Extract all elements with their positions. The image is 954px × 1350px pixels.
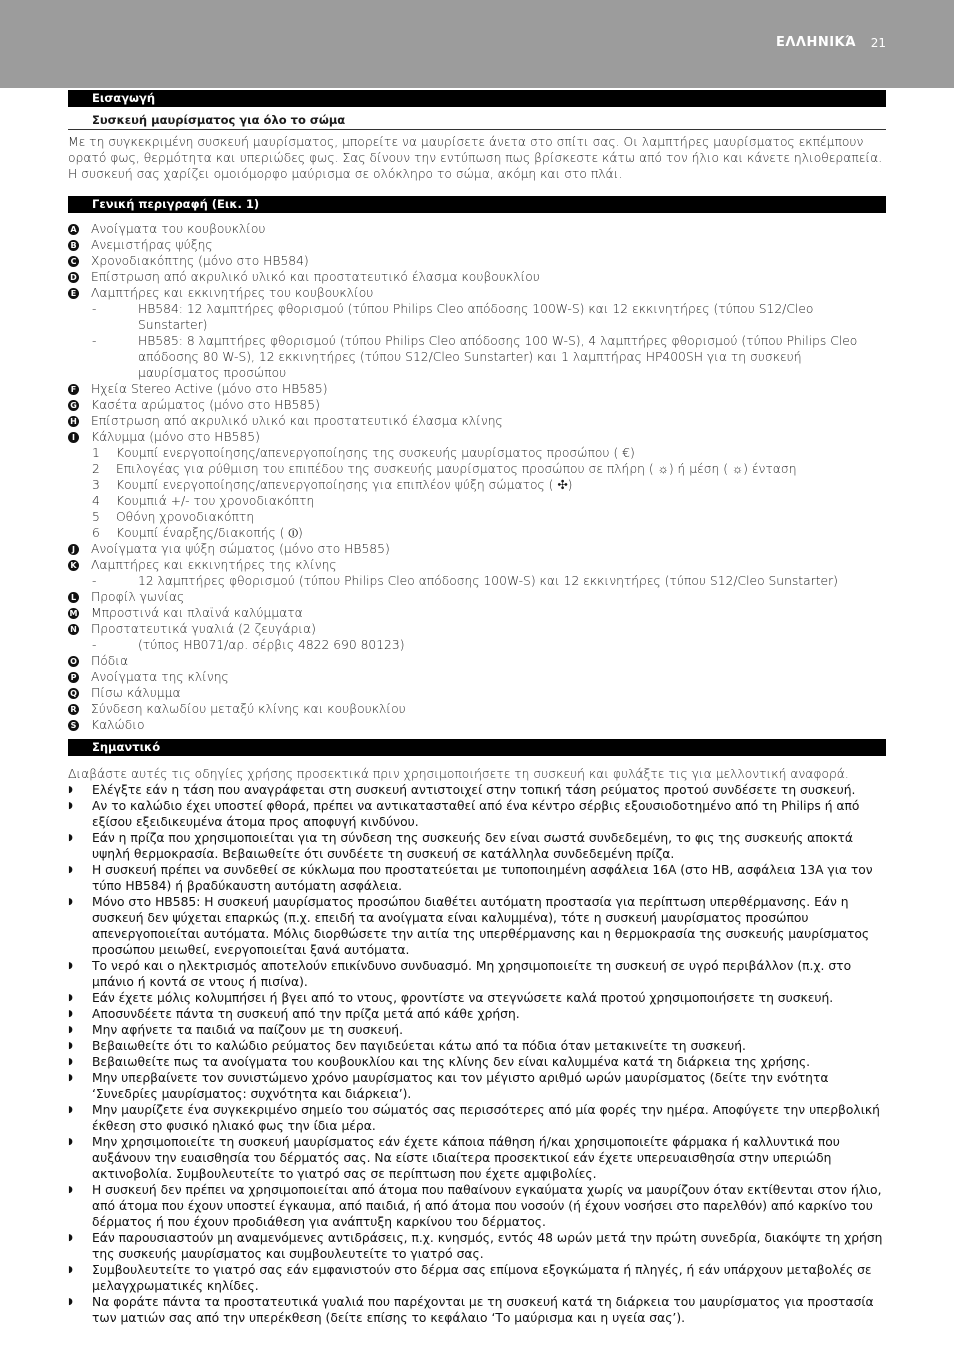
bullet-marker-icon: ◗ — [68, 1025, 73, 1035]
part-letter-badge: A — [68, 224, 79, 235]
parts-list-item — [68, 589, 886, 605]
important-intro-paragraph: Διαβάστε αυτές τις οδηγίες χρήσης προσεκτικά πριν χρησιμοποιήσετε τη συσκευή και φυλάξτε τις για μελλοντική αναφορά. — [68, 767, 849, 781]
part-description: Κάλυμμα (μόνο στο HB585) — [91, 430, 260, 444]
part-description: Επιλογέας για ρύθμιση του επιπέδου της συσκευής μαυρίσματος προσώπου σε πλήρη ( ☼) ή μέση ( ☼) ένταση — [116, 462, 797, 476]
parts-list-item — [68, 221, 886, 237]
safety-bullet-item — [68, 862, 886, 894]
part-letter-badge: I — [68, 432, 79, 443]
part-letter-badge: B — [68, 240, 79, 251]
part-description: Επίστρωση από ακρυλικό υλικό και προστατευτικό έλασμα κλίνης — [91, 414, 503, 428]
bullet-marker-icon: ◗ — [68, 1105, 73, 1115]
safety-bullet-item — [68, 1006, 886, 1022]
parts-list-item — [68, 573, 886, 589]
part-description: (τύπος HB071/αρ. σέρβις 4822 690 80123) — [138, 638, 405, 652]
part-letter-badge: P — [68, 672, 79, 683]
bullet-marker-icon: ◗ — [68, 1057, 73, 1067]
part-letter-badge: E — [68, 288, 79, 299]
part-description: Ανεμιστήρας ψύξης — [91, 238, 213, 252]
part-description: Κασέτα αρώματος (μόνο στο HB585) — [91, 398, 320, 412]
parts-list-item — [68, 285, 886, 301]
part-description: Επίστρωση από ακρυλικό υλικό και προστατευτικό έλασμα κουβουκλίου — [91, 270, 540, 284]
page-number: 21 — [870, 36, 886, 50]
part-letter-badge: G — [68, 400, 79, 411]
language-label: ΕΛΛΗΝΙΚΆ — [775, 35, 856, 50]
parts-list-item — [68, 669, 886, 685]
parts-list-item — [68, 637, 886, 653]
safety-bullet-item — [68, 1262, 886, 1294]
parts-list-item — [68, 477, 886, 493]
safety-bullet-list — [68, 782, 886, 1326]
parts-list-item — [68, 653, 886, 669]
safety-bullet-text: Η συσκευή πρέπει να συνδεθεί σε κύκλωμα που προστατεύεται με τυποποιημένη ασφάλεια 16A (στο HB, ασφάλεια 13A για τον τύπο HB584) ή βραδύκαυστη αυτόματη ασφάλεια. — [92, 863, 873, 893]
sub-item-dash: - — [92, 302, 97, 316]
bullet-marker-icon: ◗ — [68, 897, 73, 907]
part-number: 2 — [92, 462, 100, 476]
part-number: 3 — [92, 478, 100, 492]
parts-list — [68, 221, 886, 733]
safety-bullet-text: Ελέγξτε εάν η τάση που αναγράφεται στη συσκευή αντιστοιχεί στην τοπική τάση ρεύματος προτού συνδέσετε τη συσκευή. — [92, 783, 856, 797]
part-letter-badge: M — [69, 608, 78, 618]
part-description: Προστατευτικά γυαλιά (2 ζευγάρια) — [91, 622, 316, 636]
safety-bullet-item — [68, 1102, 886, 1134]
parts-list-item — [68, 397, 886, 413]
safety-bullet-text: Μόνο στο HB585: Η συσκευή μαυρίσματος προσώπου διαθέτει αυτόματη προστασία για περίπτωση υπερθέρμανσης. Εάν η συσκευή δεν ψύχεται επαρκώς (π.χ. επειδή τα ανοίγματα είναι καλυμμένα), τότε η συσκευή μαυρίσματος προσώπου απενεργοποιείται αυτόματα. Μόλις διορθώσετε την αιτία της υπερθέρμανσης και η θερμοκρασία της συσκευής μαυρίσματος προσώπου μειωθεί, ενεργοποιείται ξανά αυτόματα. — [92, 895, 870, 957]
page-header-band — [0, 0, 954, 88]
parts-list-item — [68, 461, 886, 477]
bullet-marker-icon: ◗ — [68, 1137, 73, 1147]
safety-bullet-item — [68, 990, 886, 1006]
bullet-marker-icon: ◗ — [68, 1233, 73, 1243]
part-description: Λαμπτήρες και εκκινητήρες του κουβουκλίου — [91, 286, 374, 300]
safety-bullet-text: Να φοράτε πάντα τα προστατευτικά γυαλιά που παρέχονται με τη συσκευή κατά τη διάρκεια του μαυρίσματος για προστασία των ματιών σας από την υπερέκθεση (δείτε επίσης το κεφάλαιο ‘Το μαύρισμα και η υγεία σας’). — [92, 1295, 874, 1325]
part-description: Λαμπτήρες και εκκινητήρες της κλίνης — [91, 558, 337, 572]
parts-list-item — [68, 685, 886, 701]
safety-bullet-text: Συμβουλευτείτε το γιατρό σας εάν εμφανιστούν στο δέρμα σας επίμονα εξογκώματα ή πληγές, ή εάν υπάρχουν μεταβολές σε μελαγχρωματικές κηλίδες. — [92, 1263, 872, 1293]
part-description: 12 λαμπτήρες φθορισμού (τύπου Philips Cleo απόδοσης 100W-S) και 12 εκκινητήρες (τύπου S12/Cleo Sunstarter) — [138, 574, 838, 588]
section-title-general-description: Γενική περιγραφή (Εικ. 1) — [68, 196, 886, 213]
bullet-marker-icon: ◗ — [68, 1297, 73, 1307]
bullet-marker-icon: ◗ — [68, 801, 73, 811]
parts-list-item — [68, 621, 886, 637]
safety-bullet-text: Εάν έχετε μόλις κολυμπήσει ή βγει από το ντους, φροντίστε να στεγνώσετε καλά προτού χρησιμοποιήσετε τη συσκευή. — [92, 991, 834, 1005]
parts-list-item — [68, 253, 886, 269]
parts-list-item — [68, 445, 886, 461]
part-description: Κουμπί ενεργοποίησης/απενεργοποίησης για επιπλέον ψύξη σώματος ( ✣) — [116, 478, 573, 492]
sub-item-dash: - — [92, 574, 97, 588]
safety-bullet-item — [68, 1294, 886, 1326]
part-number: 6 — [92, 526, 100, 540]
safety-bullet-text: Εάν παρουσιαστούν μη αναμενόμενες αντιδράσεις, π.χ. κνησμός, εντός 48 ωρών μετά την πρώτη συνεδρία, διακόψτε τη χρήση της συσκευής μαυρίσματος και συμβουλευτείτε το γιατρό σας. — [92, 1231, 883, 1261]
safety-bullet-text: Μην υπερβαίνετε τον συνιστώμενο χρόνο μαυρίσματος και τον μέγιστο αριθμό ωρών μαυρίσματος (δείτε την ενότητα ‘Συνεδρίες μαυρίσματος: συχνότητα και διάρκεια’). — [92, 1071, 829, 1101]
parts-list-item — [68, 509, 886, 525]
safety-bullet-item — [68, 1070, 886, 1102]
part-description: Ηχεία Stereo Active (μόνο στο HB585) — [91, 382, 328, 396]
part-description: Ανοίγματα του κουβουκλίου — [91, 222, 266, 236]
parts-list-item — [68, 525, 886, 541]
safety-bullet-item — [68, 1134, 886, 1182]
parts-list-item — [68, 541, 886, 557]
part-description: Πόδια — [91, 654, 129, 668]
safety-bullet-item — [68, 798, 886, 830]
part-description: Οθόνη χρονοδιακόπτη — [116, 510, 255, 524]
part-number: 5 — [92, 510, 100, 524]
parts-list-item — [68, 237, 886, 253]
section-title-intro: Εισαγωγή — [68, 90, 886, 107]
part-description: Σύνδεση καλωδίου μεταξύ κλίνης και κουβουκλίου — [91, 702, 406, 716]
part-description: Χρονοδιακόπτης (μόνο στο HB584) — [91, 254, 309, 268]
part-description: Κουμπί έναρξης/διακοπής ( ⏼) — [116, 526, 303, 540]
part-description: Κουμπιά +/- του χρονοδιακόπτη — [116, 494, 315, 508]
part-letter-badge: D — [68, 272, 79, 283]
safety-bullet-item — [68, 782, 886, 798]
parts-list-item — [68, 413, 886, 429]
safety-bullet-item — [68, 1038, 886, 1054]
safety-bullet-item — [68, 1054, 886, 1070]
sub-item-dash: - — [92, 638, 97, 652]
parts-list-item — [68, 269, 886, 285]
parts-list-item — [68, 557, 886, 573]
document-body — [68, 90, 886, 1326]
part-description: Προφίλ γωνίας — [91, 590, 185, 604]
safety-bullet-item — [68, 1182, 886, 1230]
safety-bullet-text: Εάν η πρίζα που χρησιμοποιείται για τη σύνδεση της συσκευής δεν είναι σωστά συνδεδεμένη, το φις της συσκευής αποκτά υψηλή θερμοκρασία. Βεβαιωθείτε ότι συνδέετε τη συσκευή σε κατάλληλα συνδεδεμένη πρίζα. — [92, 831, 853, 861]
safety-bullet-text: Μην αφήνετε τα παιδιά να παίζουν με τη συσκευή. — [92, 1023, 404, 1037]
bullet-marker-icon: ◗ — [68, 785, 73, 795]
part-description: HB584: 12 λαμπτήρες φθορισμού (τύπου Philips Cleo απόδοσης 100W-S) και 12 εκκινητήρες (τύπου S12/Cleo Sunstarter) — [138, 302, 814, 332]
part-description: Καλώδιο — [91, 718, 145, 732]
safety-bullet-text: Το νερό και ο ηλεκτρισμός αποτελούν επικίνδυνο συνδυασμό. Μη χρησιμοποιείτε τη συσκευή σε υγρό περιβάλλον (π.χ. στο μπάνιο ή κοντά σε ντους ή πισίνα). — [92, 959, 852, 989]
part-number: 1 — [92, 446, 100, 460]
part-description: Κουμπί ενεργοποίησης/απενεργοποίησης της συσκευής μαυρίσματος προσώπου ( €) — [116, 446, 635, 460]
parts-list-item — [68, 381, 886, 397]
part-letter-badge: C — [68, 256, 79, 267]
part-description: Μπροστινά και πλαϊνά καλύμματα — [91, 606, 303, 620]
safety-bullet-item — [68, 1022, 886, 1038]
safety-bullet-text: Βεβαιωθείτε ότι το καλώδιο ρεύματος δεν παγιδεύεται κάτω από τα πόδια όταν μετακινείτε τη συσκευή. — [92, 1039, 746, 1053]
part-description: Ανοίγματα για ψύξη σώματος (μόνο στο HB585) — [91, 542, 390, 556]
safety-bullet-item — [68, 1230, 886, 1262]
subtitle-full-body-tanner: Συσκευή μαυρίσματος για όλο το σώμα — [68, 107, 886, 130]
safety-bullet-text: Αν το καλώδιο έχει υποστεί φθορά, πρέπει να αντικατασταθεί από ένα κέντρο σέρβις εξουσιοδοτημένο από τη Philips ή από εξίσου εξειδικευμένα άτομα προς αποφυγή κινδύνου. — [92, 799, 860, 829]
parts-list-item — [68, 701, 886, 717]
part-description: Πίσω κάλυμμα — [91, 686, 181, 700]
bullet-marker-icon: ◗ — [68, 993, 73, 1003]
part-letter-badge: K — [68, 560, 79, 571]
safety-bullet-item — [68, 894, 886, 958]
bullet-marker-icon: ◗ — [68, 1265, 73, 1275]
bullet-marker-icon: ◗ — [68, 1009, 73, 1019]
part-letter-badge: O — [68, 656, 79, 667]
safety-bullet-text: Μην χρησιμοποιείτε τη συσκευή μαυρίσματος εάν έχετε κάποια πάθηση ή/και χρησιμοποιείτε φάρμακα ή καλλυντικά που αυξάνουν την ευαισθησία του δέρματός σας. Να είστε ιδιαίτερα προσεκτικοί εάν έχετε υπερευαισθησία στην υπεριώδη ακτινοβολία. Συμβουλευτείτε το γιατρό σας σε περίπτωση που έχετε αμφιβολίες. — [92, 1135, 840, 1181]
safety-bullet-text: Η συσκευή δεν πρέπει να χρησιμοποιείται από άτομα που παθαίνουν εγκαύματα χωρίς να μαυρίζουν όταν εκτίθενται στον ήλιο, από άτομα που έχουν υποστεί έγκαυμα, από παιδιά, ή από άτομα που νοσούν (ή έχουν νοσήσει στο παρελθόν) από καρκίνο του δέρματος ή που έχουν προδιάθεση για ανάπτυξη καρκίνου του δέρματος. — [92, 1183, 882, 1229]
bullet-marker-icon: ◗ — [68, 865, 73, 875]
safety-bullet-text: Μην μαυρίζετε ένα συγκεκριμένο σημείο του σώματός σας περισσότερες από μία φορές την ημέρα. Αποφύγετε την υπερβολική έκθεση στο φυσικό ηλιακό φως την ίδια μέρα. — [92, 1103, 880, 1133]
safety-bullet-item — [68, 958, 886, 990]
intro-paragraph: Με τη συγκεκριμένη συσκευή μαυρίσματος, μπορείτε να μαυρίσετε άνετα στο σπίτι σας. Οι λαμπτήρες μαυρίσματος εκπέμπουν ορατό φως, θερμότητα και υπεριώδες φως. Σας δίνουν την εντύπωση πως βρίσκεστε κάτω από τον ήλιο και κάνετε ηλιοθεραπεία. Η συσκευή σας χαρίζει ομοιόμορφο μαύρισμα σε ολόκληρο το σώμα, ακόμη και στο πλάι. — [68, 135, 883, 181]
part-letter-badge: J — [68, 544, 79, 555]
part-number: 4 — [92, 494, 100, 508]
parts-list-item — [68, 493, 886, 509]
parts-list-item — [68, 301, 886, 333]
safety-bullet-item — [68, 830, 886, 862]
parts-list-item — [68, 429, 886, 445]
part-letter-badge: R — [68, 704, 79, 715]
bullet-marker-icon: ◗ — [68, 1041, 73, 1051]
part-letter-badge: N — [68, 624, 79, 635]
parts-list-item — [68, 605, 886, 621]
bullet-marker-icon: ◗ — [68, 1185, 73, 1195]
part-description: Ανοίγματα της κλίνης — [91, 670, 229, 684]
section-title-important: Σημαντικό — [68, 739, 886, 756]
part-letter-badge: F — [68, 384, 79, 395]
parts-list-item — [68, 333, 886, 381]
parts-list-item — [68, 717, 886, 733]
part-letter-badge: S — [68, 720, 79, 731]
bullet-marker-icon: ◗ — [68, 1073, 73, 1083]
bullet-marker-icon: ◗ — [68, 833, 73, 843]
safety-bullet-text: Αποσυνδέετε πάντα τη συσκευή από την πρίζα μετά από κάθε χρήση. — [92, 1007, 520, 1021]
part-letter-badge: H — [68, 416, 79, 427]
part-letter-badge: Q — [68, 688, 79, 699]
part-letter-badge: L — [68, 592, 79, 603]
safety-bullet-text: Βεβαιωθείτε πως τα ανοίγματα του κουβουκλίου και της κλίνης δεν είναι καλυμμένα κατά τη διάρκεια της χρήσης. — [92, 1055, 811, 1069]
bullet-marker-icon: ◗ — [68, 961, 73, 971]
part-description: HB585: 8 λαμπτήρες φθορισμού (τύπου Philips Cleo απόδοσης 100 W-S), 4 λαμπτήρες φθορισμού (τύπου Philips Cleo απόδοσης 80 W-S), 12 εκκινητήρες (τύπου S12/Cleo Sunstarter) και 1 λαμπτήρας HP400SH για τη συσκευή μαυρίσματος προσώπου — [138, 334, 858, 380]
sub-item-dash: - — [92, 334, 97, 348]
